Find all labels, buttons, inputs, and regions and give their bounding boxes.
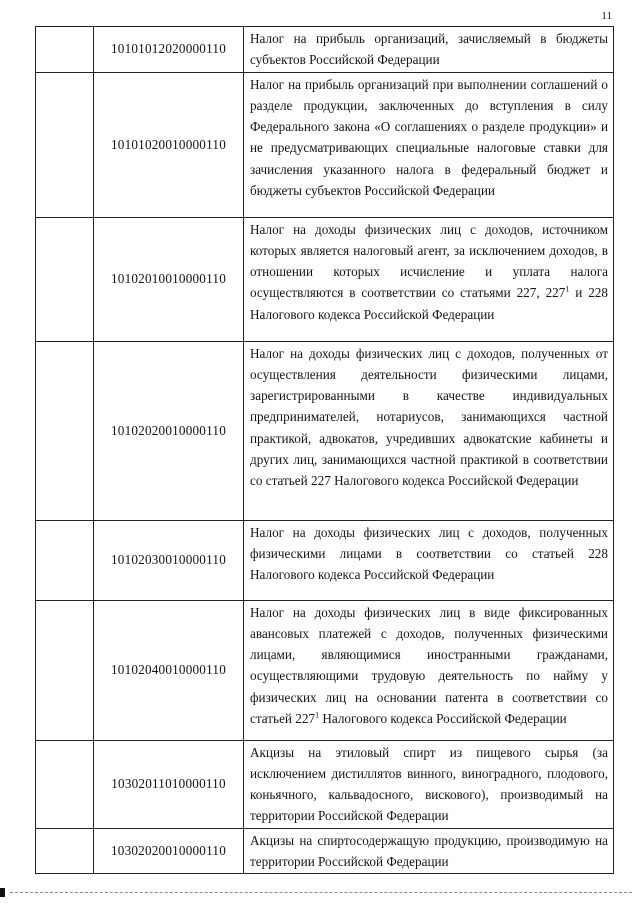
table-row <box>36 600 614 740</box>
table-row <box>36 520 614 600</box>
table-row <box>36 341 614 520</box>
empty-cell <box>36 600 94 740</box>
budget-code: 10102040010000110 <box>94 600 244 740</box>
empty-cell <box>36 341 94 520</box>
budget-code: 10101012020000110 <box>94 27 244 73</box>
budget-code: 10102010010000110 <box>94 217 244 341</box>
income-description: Налог на прибыль организаций при выполнении соглашений о разделе продукции, заключенных до вступления в силу Федерального закона «О соглашениях о разделе продукции» и не предусматривающих специальные налоговые ставки для зачисления указанного налога в федеральный бюджет и бюджеты субъектов Российской Федерации <box>244 72 614 217</box>
budget-code: 10302011010000110 <box>94 740 244 828</box>
budget-code: 10102020010000110 <box>94 341 244 520</box>
footnote-superscript: 1 <box>565 285 570 295</box>
income-description: Налог на прибыль организаций, зачисляемый в бюджеты субъектов Российской Федерации <box>244 27 614 73</box>
empty-cell <box>36 828 94 874</box>
tax-code-table <box>35 26 614 874</box>
income-description: Налог на доходы физических лиц с доходов, полученных от осуществления деятельности физическими лицами, зарегистрированными в качестве индивидуальных предпринимателей, нотариусов, занимающихся частной практикой, адвокатов, учредивших адвокатские кабинеты и других лиц, занимающихся частной практикой в соответствии со статьей 227 Налогового кодекса Российской Федерации <box>244 341 614 520</box>
table-row <box>36 27 614 73</box>
empty-cell <box>36 217 94 341</box>
table-row <box>36 828 614 874</box>
empty-cell <box>36 740 94 828</box>
income-description: Акцизы на этиловый спирт из пищевого сырья (за исключением дистиллятов винного, виноградного, плодового, коньячного, кальвадосного, вискового), производимый на территории Российской Федерации <box>244 740 614 828</box>
footer-divider <box>10 892 632 893</box>
budget-code: 10302020010000110 <box>94 828 244 874</box>
income-description: Налог на доходы физических лиц с доходов, источником которых является налоговый агент, за исключением доходов, в отношении которых исчисление и уплата налога осуществляются в соответствии со статьями 227, $227^1$ и 228 Налогового кодекса Российской Федерации <box>244 217 614 341</box>
table-row <box>36 217 614 341</box>
budget-code: 10102030010000110 <box>94 520 244 600</box>
table-row <box>36 740 614 828</box>
scan-corner-mark <box>0 888 5 897</box>
income-description: Налог на доходы физических лиц в виде фиксированных авансовых платежей с доходов, полученных физическими лицами, являющимися иностранными гражданами, осуществляющими трудовую деятельность по найму у физических лиц на основании патента в соответствии со статьей $227^1$ Налогового кодекса Российской Федерации <box>244 600 614 740</box>
income-description: Налог на доходы физических лиц с доходов, полученных физическими лицами в соответствии со статьей 228 Налогового кодекса Российской Федерации <box>244 520 614 600</box>
page-number: 11 <box>601 10 612 22</box>
empty-cell <box>36 520 94 600</box>
empty-cell <box>36 27 94 73</box>
budget-code: 10101020010000110 <box>94 72 244 217</box>
table-row <box>36 72 614 217</box>
empty-cell <box>36 72 94 217</box>
income-description: Акцизы на спиртосодержащую продукцию, производимую на территории Российской Федерации <box>244 828 614 874</box>
footnote-superscript: 1 <box>315 710 320 720</box>
